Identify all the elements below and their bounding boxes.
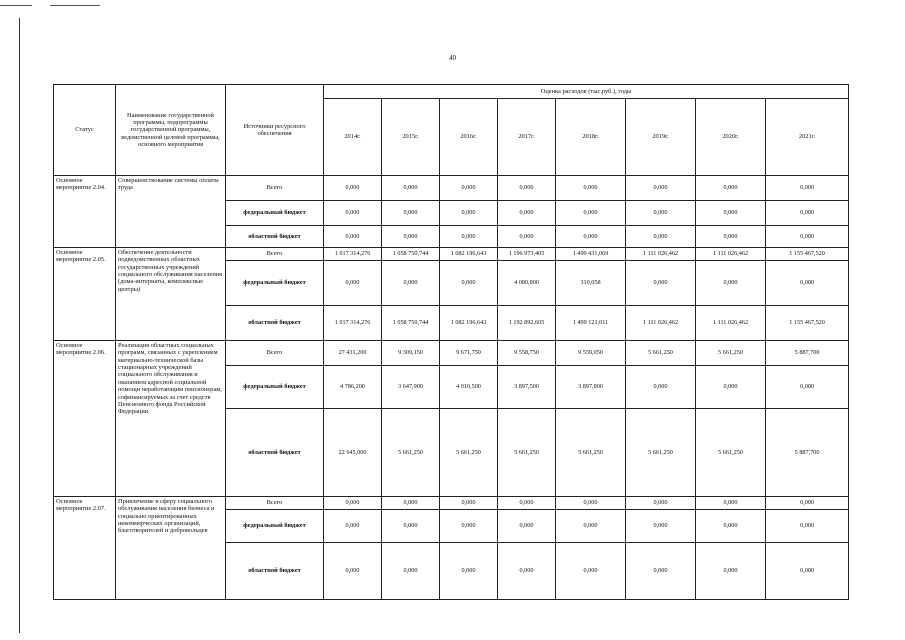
- value-cell: 0,000: [382, 201, 440, 226]
- value-cell: 0,000: [324, 176, 382, 201]
- value-cell: 0,000: [324, 201, 382, 226]
- value-cell: 0,000: [556, 201, 626, 226]
- value-cell: 5 661,250: [556, 409, 626, 497]
- status-cell: Основное мероприятие 2.06.: [54, 341, 116, 497]
- value-cell: 0,000: [498, 226, 556, 248]
- value-cell: 5 661,250: [626, 409, 696, 497]
- value-cell: 0,000: [626, 261, 696, 306]
- value-cell: 1 058 750,744: [382, 248, 440, 261]
- value-cell: 0,000: [556, 510, 626, 543]
- status-cell: Основное мероприятие 2.07.: [54, 497, 116, 600]
- value-cell: 1 058 750,744: [382, 306, 440, 341]
- source-cell: областной бюджет: [226, 409, 324, 497]
- value-cell: 1 111 026,462: [696, 248, 766, 261]
- value-cell: 0,000: [766, 176, 849, 201]
- table-row: [54, 176, 849, 201]
- source-cell: Всего: [226, 497, 324, 510]
- value-cell: 5 661,250: [440, 409, 498, 497]
- value-cell: 0,000: [766, 510, 849, 543]
- value-cell: 0,000: [324, 261, 382, 306]
- header-estimate: Оценка расходов (тыс.руб.), годы: [324, 85, 849, 99]
- header-year: 2019г.: [626, 99, 696, 176]
- value-cell: 0,000: [766, 543, 849, 600]
- program-name-cell: Обеспечение деятельности подведомственных областных государственных учреждений социального обслуживания населения (дома-интернаты, комплексные центры): [116, 248, 226, 341]
- value-cell: 5 887,700: [766, 341, 849, 366]
- value-cell: 9 558,750: [498, 341, 556, 366]
- source-cell: федеральный бюджет: [226, 510, 324, 543]
- value-cell: 0,000: [766, 261, 849, 306]
- value-cell: 1 499 431,069: [556, 248, 626, 261]
- value-cell: 0,000: [766, 201, 849, 226]
- value-cell: 1 155 467,520: [766, 248, 849, 261]
- header-name: Наименование государственной программы, подпрограммы государственной программы, ведомственной целевой программы, основного мероприятия: [116, 85, 226, 176]
- header-year: 2021г.: [766, 99, 849, 176]
- table-row: [54, 248, 849, 261]
- value-cell: 0,000: [696, 543, 766, 600]
- value-cell: 0,000: [498, 543, 556, 600]
- value-cell: 0,000: [696, 261, 766, 306]
- value-cell: 0,000: [324, 497, 382, 510]
- value-cell: 0,000: [498, 497, 556, 510]
- value-cell: 0,000: [498, 201, 556, 226]
- value-cell: 0,000: [626, 497, 696, 510]
- value-cell: 0,000: [556, 176, 626, 201]
- value-cell: 0,000: [382, 176, 440, 201]
- value-cell: 1 017 314,276: [324, 248, 382, 261]
- value-cell: 1 111 026,462: [626, 248, 696, 261]
- source-cell: федеральный бюджет: [226, 201, 324, 226]
- table-row: [54, 497, 849, 510]
- page-number: 40: [449, 54, 456, 62]
- value-cell: 1 192 892,605: [498, 306, 556, 341]
- header-year: 2018г.: [556, 99, 626, 176]
- value-cell: 5 661,250: [382, 409, 440, 497]
- value-cell: 0,000: [626, 543, 696, 600]
- header-year: 2014г.: [324, 99, 382, 176]
- table-row: [54, 341, 849, 366]
- program-name-cell: Привлечение в сферу социального обслуживания населения бизнеса и социально ориентированных некоммерческих организаций, благотворителей и добровольцев: [116, 497, 226, 600]
- value-cell: 9 309,150: [382, 341, 440, 366]
- value-cell: 4 010,500: [440, 366, 498, 409]
- value-cell: 0,000: [626, 510, 696, 543]
- value-cell: 3 897,500: [498, 366, 556, 409]
- value-cell: 0,000: [440, 201, 498, 226]
- value-cell: 0,000: [626, 176, 696, 201]
- header-year: 2015г.: [382, 99, 440, 176]
- value-cell: 0,000: [382, 497, 440, 510]
- value-cell: 4 080,800: [498, 261, 556, 306]
- value-cell: 0,000: [626, 226, 696, 248]
- value-cell: 1 111 026,462: [696, 306, 766, 341]
- value-cell: 0,000: [498, 176, 556, 201]
- value-cell: 0,000: [498, 510, 556, 543]
- scan-crop-mark: [0, 5, 32, 6]
- source-cell: Всего: [226, 248, 324, 261]
- program-name-cell: Совершенствование системы оплаты труда: [116, 176, 226, 248]
- source-cell: Всего: [226, 176, 324, 201]
- value-cell: 0,000: [324, 226, 382, 248]
- value-cell: 0,000: [382, 261, 440, 306]
- value-cell: 0,000: [766, 226, 849, 248]
- value-cell: 27 431,200: [324, 341, 382, 366]
- value-cell: 0,000: [440, 497, 498, 510]
- scan-crop-mark: [50, 5, 100, 6]
- value-cell: 0,000: [382, 543, 440, 600]
- value-cell: 1 082 196,643: [440, 306, 498, 341]
- value-cell: 22 645,000: [324, 409, 382, 497]
- header-year: 2017г.: [498, 99, 556, 176]
- scan-edge-line: [19, 18, 20, 633]
- value-cell: 0,000: [324, 510, 382, 543]
- budget-table: [53, 84, 849, 600]
- value-cell: 1 499 121,011: [556, 306, 626, 341]
- source-cell: федеральный бюджет: [226, 366, 324, 409]
- status-cell: Основное мероприятие 2.05.: [54, 248, 116, 341]
- value-cell: 0,000: [696, 366, 766, 409]
- status-cell: Основное мероприятие 2.04.: [54, 176, 116, 248]
- value-cell: 5 661,250: [696, 409, 766, 497]
- value-cell: 0,000: [696, 510, 766, 543]
- source-cell: Всего: [226, 341, 324, 366]
- value-cell: 5 661,250: [498, 409, 556, 497]
- value-cell: 0,000: [696, 497, 766, 510]
- value-cell: 0,000: [696, 176, 766, 201]
- value-cell: 0,000: [766, 497, 849, 510]
- value-cell: 0,000: [556, 226, 626, 248]
- header-sources: Источники ресурсного обеспечения: [226, 85, 324, 176]
- value-cell: 1 111 026,462: [626, 306, 696, 341]
- value-cell: 9 671,750: [440, 341, 498, 366]
- value-cell: 5 661,250: [626, 341, 696, 366]
- source-cell: федеральный бюджет: [226, 261, 324, 306]
- source-cell: областной бюджет: [226, 226, 324, 248]
- value-cell: 1 082 196,643: [440, 248, 498, 261]
- value-cell: 0,000: [556, 497, 626, 510]
- value-cell: 3 647,900: [382, 366, 440, 409]
- source-cell: областной бюджет: [226, 306, 324, 341]
- header-year: 2020г.: [696, 99, 766, 176]
- value-cell: 0,000: [382, 510, 440, 543]
- value-cell: 1 017 314,276: [324, 306, 382, 341]
- value-cell: 0,000: [324, 543, 382, 600]
- value-cell: 0,000: [626, 366, 696, 409]
- value-cell: 0,000: [556, 543, 626, 600]
- value-cell: 9 559,050: [556, 341, 626, 366]
- header-year: 2016г.: [440, 99, 498, 176]
- value-cell: 0,000: [440, 176, 498, 201]
- program-name-cell: Реализация областных социальных программ, связанных с укреплением материально-технической базы стационарных учреждений социального обслуживания и оказанием адресной социальной помощи неработающим пенсионерам, софинансируемых за счет средств Пенсионного фонда Российской Федерации: [116, 341, 226, 497]
- table-header-row: [54, 85, 849, 99]
- value-cell: 0,000: [696, 226, 766, 248]
- value-cell: 5 887,700: [766, 409, 849, 497]
- value-cell: 0,000: [440, 261, 498, 306]
- value-cell: 0,000: [382, 226, 440, 248]
- value-cell: 0,000: [440, 510, 498, 543]
- value-cell: 3 897,800: [556, 366, 626, 409]
- value-cell: 0,000: [626, 201, 696, 226]
- source-cell: областной бюджет: [226, 543, 324, 600]
- value-cell: 0,000: [440, 543, 498, 600]
- header-status: Статус: [54, 85, 116, 176]
- value-cell: 1 155 467,520: [766, 306, 849, 341]
- value-cell: 310,058: [556, 261, 626, 306]
- value-cell: 1 196 973,405: [498, 248, 556, 261]
- value-cell: 0,000: [766, 366, 849, 409]
- value-cell: 4 786,200: [324, 366, 382, 409]
- value-cell: 5 661,250: [696, 341, 766, 366]
- value-cell: 0,000: [440, 226, 498, 248]
- value-cell: 0,000: [696, 201, 766, 226]
